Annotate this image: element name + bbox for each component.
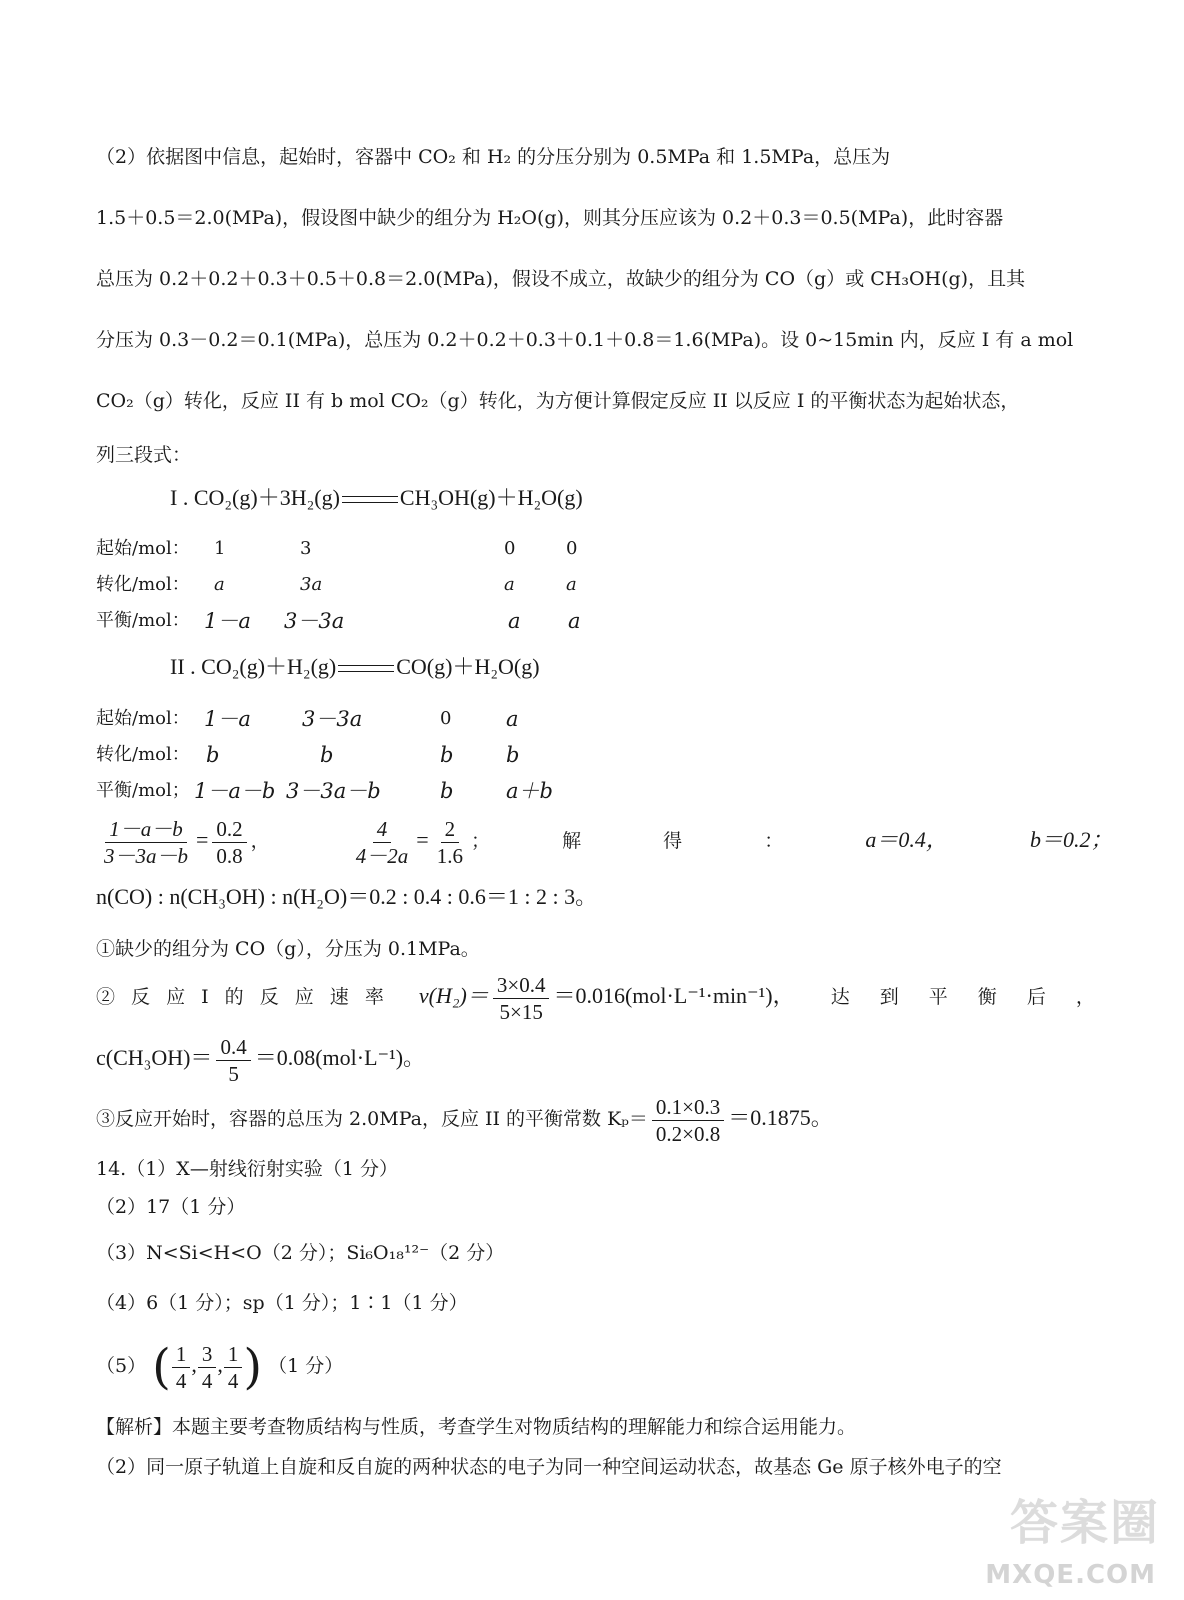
row-label: 转化/mol： [96, 744, 190, 765]
q14-line-5-suffix: （1 分） [268, 1355, 344, 1377]
reaction-2-left: II . CO₂(g)＋H₂(g) [170, 654, 337, 679]
reaction-1-equation [170, 483, 1066, 513]
analysis-line: 【解析】本题主要考查物质结构与性质，考查学生对物质结构的理解能力和综合运用能力。 [96, 1416, 857, 1438]
cell: 3a [300, 574, 323, 595]
cell: 3－3a－b [286, 779, 381, 803]
fraction: $\frac{1}{4}$ [224, 1341, 243, 1394]
cell: 1－a－b [194, 779, 276, 803]
paragraph-line: 总压为 0.2＋0.2＋0.3＋0.5＋0.8＝2.0(MPa)，假设不成立，故缺少的组分为 CO（g）或 CH₃OH(g)，且其 [96, 268, 1026, 290]
cell: 3－3a [302, 707, 363, 731]
fraction: $\frac{3\times 0.4}{5\times 15}$ [493, 972, 550, 1025]
answer-2-rhs: ＝0.016(mol·L⁻¹·min⁻¹)， [553, 983, 795, 1008]
paragraph-line: CO₂（g）转化，反应 II 有 b mol CO₂（g）转化，为方便计算假定反应 II 以反应 I 的平衡状态为起始状态， [96, 390, 1020, 412]
cell: b [440, 743, 454, 767]
cell: 3－3a [284, 609, 345, 633]
reaction-2-right: CO(g)＋H₂O(g) [396, 654, 540, 679]
answer-3 [96, 1088, 1066, 1148]
fraction: $\frac{0.4}{5}$ [216, 1034, 250, 1087]
reaction-1-right: CH₃OH(g)＋H₂O(g) [399, 485, 583, 510]
answer-1: ①缺少的组分为 CO（g），分压为 0.1MPa。 [96, 938, 480, 960]
equilibrium-arrow-icon [342, 494, 398, 506]
cell: a [508, 609, 521, 633]
solve-word: 得 [663, 830, 683, 852]
cell: a [566, 574, 577, 595]
cell: 1－a [204, 707, 251, 731]
row-label: 起始/mol： [96, 708, 190, 729]
reaction-1-left: I . CO₂(g)＋3H₂(g) [170, 485, 340, 510]
answer-3-rhs: ＝0.1875。 [728, 1105, 833, 1130]
cell: b [206, 743, 220, 767]
b-value: b＝0.2； [1030, 827, 1113, 852]
answer-2b [96, 1028, 1066, 1088]
paragraph-line: 列三段式： [96, 444, 192, 466]
answer-2-lhs: v(H₂)＝ [418, 983, 489, 1008]
fraction: $\frac{3}{4}$ [198, 1341, 217, 1394]
answer-2-suffix: 达 到 平 衡 后 ， [830, 986, 1107, 1008]
cell: a [568, 609, 581, 633]
separator: ， [250, 830, 270, 852]
fraction: $\frac{0.1\times 0.3}{0.2\times 0.8}$ [652, 1094, 724, 1147]
solve-word: ： [764, 830, 784, 852]
row-label: 起始/mol： [96, 538, 190, 559]
fraction: $\frac{0.2}{0.8}$ [212, 816, 246, 869]
q14-line-2: （2）17（1 分） [96, 1196, 246, 1218]
cell: 1－a [204, 609, 251, 633]
analysis-line-2: （2）同一原子轨道上自旋和反自旋的两种状态的电子为同一种空间运动状态，故基态 Ge 原子核外电子的空 [96, 1456, 1002, 1478]
q14-line-3: （3）N<Si<H<O（2 分）；Si₆O₁₈¹²⁻（2 分） [96, 1242, 505, 1264]
q14-line-4: （4）6（1 分）；sp（1 分）；1∶1（1 分） [96, 1292, 468, 1314]
answer-2-prefix: ② 反 应 I 的 反 应 速 率 [96, 986, 389, 1008]
fraction: $\frac{2}{1.6}$ [436, 816, 463, 868]
cell: b [320, 743, 334, 767]
cell: b [506, 743, 520, 767]
solve-word: 解 [562, 830, 582, 852]
paragraph-line: 分压为 0.3－0.2＝0.1(MPa)，总压为 0.2＋0.2＋0.3＋0.1＋0.8＝1.6(MPa)。设 0~15min 内，反应 I 有 a mol [96, 329, 1074, 351]
answer-2b-lhs: c(CH₃OH)＝ [96, 1045, 213, 1070]
q14-line-5-prefix: （5） [96, 1355, 147, 1377]
cell: a [214, 574, 225, 595]
reaction-2-equation [170, 652, 1066, 682]
answer-2 [96, 966, 1107, 1026]
row-label: 平衡/mol； [96, 780, 190, 801]
cell: 1 [214, 538, 226, 559]
cell: 0 [566, 538, 578, 559]
q14-line-5: （5） ( $\frac{1}{4}$ , $\frac{3}{4}$ , $\frac{1}{4}$ ) （1 分） [96, 1339, 344, 1395]
cell: b [440, 779, 454, 803]
fraction: $\frac{4}{4-2a}$ [355, 816, 409, 868]
cell: 3 [300, 538, 312, 559]
row-label: 转化/mol： [96, 574, 190, 595]
a-value: a＝0.4， [865, 827, 948, 852]
cell: 0 [504, 538, 516, 559]
paragraph-line: （2）依据图中信息，起始时，容器中 CO₂ 和 H₂ 的分压分别为 0.5MPa 和 1.5MPa，总压为 [96, 146, 891, 168]
cell: a [504, 574, 515, 595]
equilibrium-arrow-icon [338, 663, 394, 675]
solve-equations: $\frac{1-a-b}{3-3a-b}$ = $\frac{0.2}{0.8}$ ， $\frac{4}{4-2a}$ = $\frac{2}{1.6}$ ； 解 得 ： a＝0.4， b＝0.2； [96, 810, 1066, 870]
paragraph-line: 1.5＋0.5＝2.0(MPa)，假设图中缺少的组分为 H₂O(g)，则其分压应该为 0.2＋0.3＝0.5(MPa)，此时容器 [96, 207, 1004, 229]
fraction: $\frac{1-a-b}{3-3a-b}$ [104, 816, 188, 868]
row-label: 平衡/mol： [96, 610, 190, 631]
answer-3-prefix: ③反应开始时，容器的总压为 2.0MPa，反应 II 的平衡常数 Kₚ＝ [96, 1108, 648, 1130]
q14-line-1: 14.（1）X—射线衍射实验（1 分） [96, 1158, 398, 1180]
answer-2b-rhs: ＝0.08(mol·L⁻¹)。 [254, 1045, 426, 1070]
cell: a＋b [506, 779, 553, 803]
watermark-text: 答案圈 [1009, 1495, 1160, 1551]
watermark-domain: MXQE.COM [985, 1560, 1156, 1590]
cell: 0 [440, 708, 452, 729]
cell: a [506, 707, 519, 731]
mole-ratio: n(CO) : n(CH₃OH) : n(H₂O)＝0.2 : 0.4 : 0.6＝1 : 2 : 3。 [96, 884, 598, 909]
fraction: $\frac{1}{4}$ [172, 1341, 191, 1394]
watermark-logo [985, 1484, 1176, 1594]
separator: ； [470, 830, 490, 852]
